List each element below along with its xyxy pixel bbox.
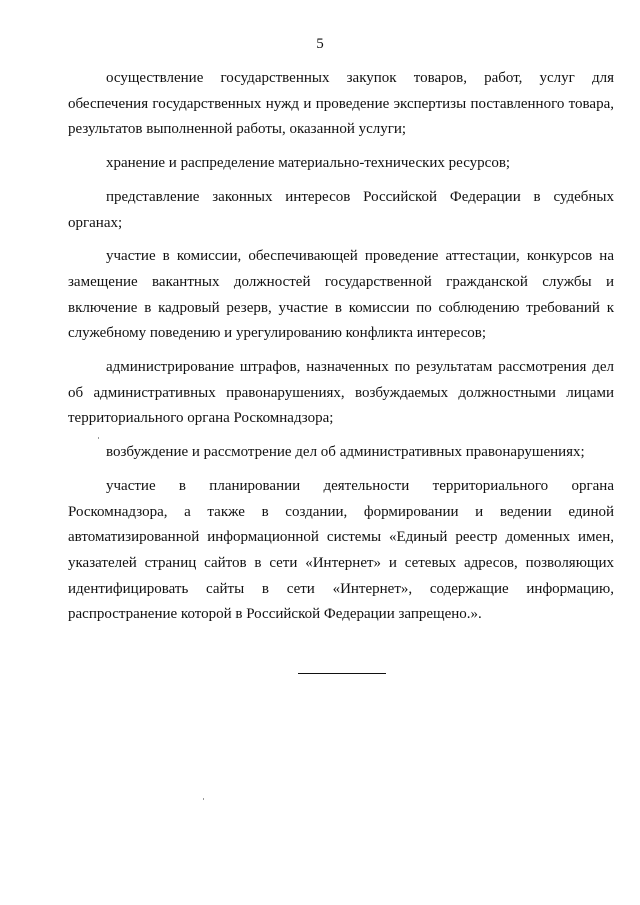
- page-number: 5: [316, 36, 324, 52]
- scan-speck: [98, 437, 99, 439]
- scan-speck: [203, 798, 204, 800]
- paragraph-registry: участие в планировании деятельности территориального органа Роскомнадзора, а также в создании, формировании и ведении единой автоматизированной информационной системы «Единый реестр доменных имен, указателей страниц сайтов в сети «Интернет» и сетевых адресов, позволяющих идентифицировать сайты в сети «Интернет», содержащие информацию, распространение которой в Российской Федерации запрещено.».: [68, 477, 614, 623]
- paragraph-offences: возбуждение и рассмотрение дел об административных правонарушениях;: [106, 444, 585, 461]
- paragraph-commission: участие в комиссии, обеспечивающей проведение аттестации, конкурсов на замещение вакантных должностей государственной гражданской службы и включение в кадровый резерв, участие в комиссии по соблюдению требований к служебному поведению и урегулированию конфликта интересов;: [68, 248, 614, 342]
- document-body: [68, 66, 614, 636]
- paragraph-storage: хранение и распределение материально-технических ресурсов;: [106, 155, 511, 172]
- paragraph-procurement: осуществление государственных закупок товаров, работ, услуг для обеспечения государственных нужд и проведение экспертизы поставленного товара, результатов выполненной работы, оказанной услуги;: [68, 70, 614, 138]
- closing-rule: [298, 673, 386, 674]
- paragraph-court-representation: представление законных интересов Российской Федерации в судебных органах;: [68, 188, 614, 231]
- paragraph-fines: администрирование штрафов, назначенных по результатам рассмотрения дел об административных правонарушениях, возбуждаемых должностными лицами территориального органа Роскомнадзора;: [68, 359, 614, 427]
